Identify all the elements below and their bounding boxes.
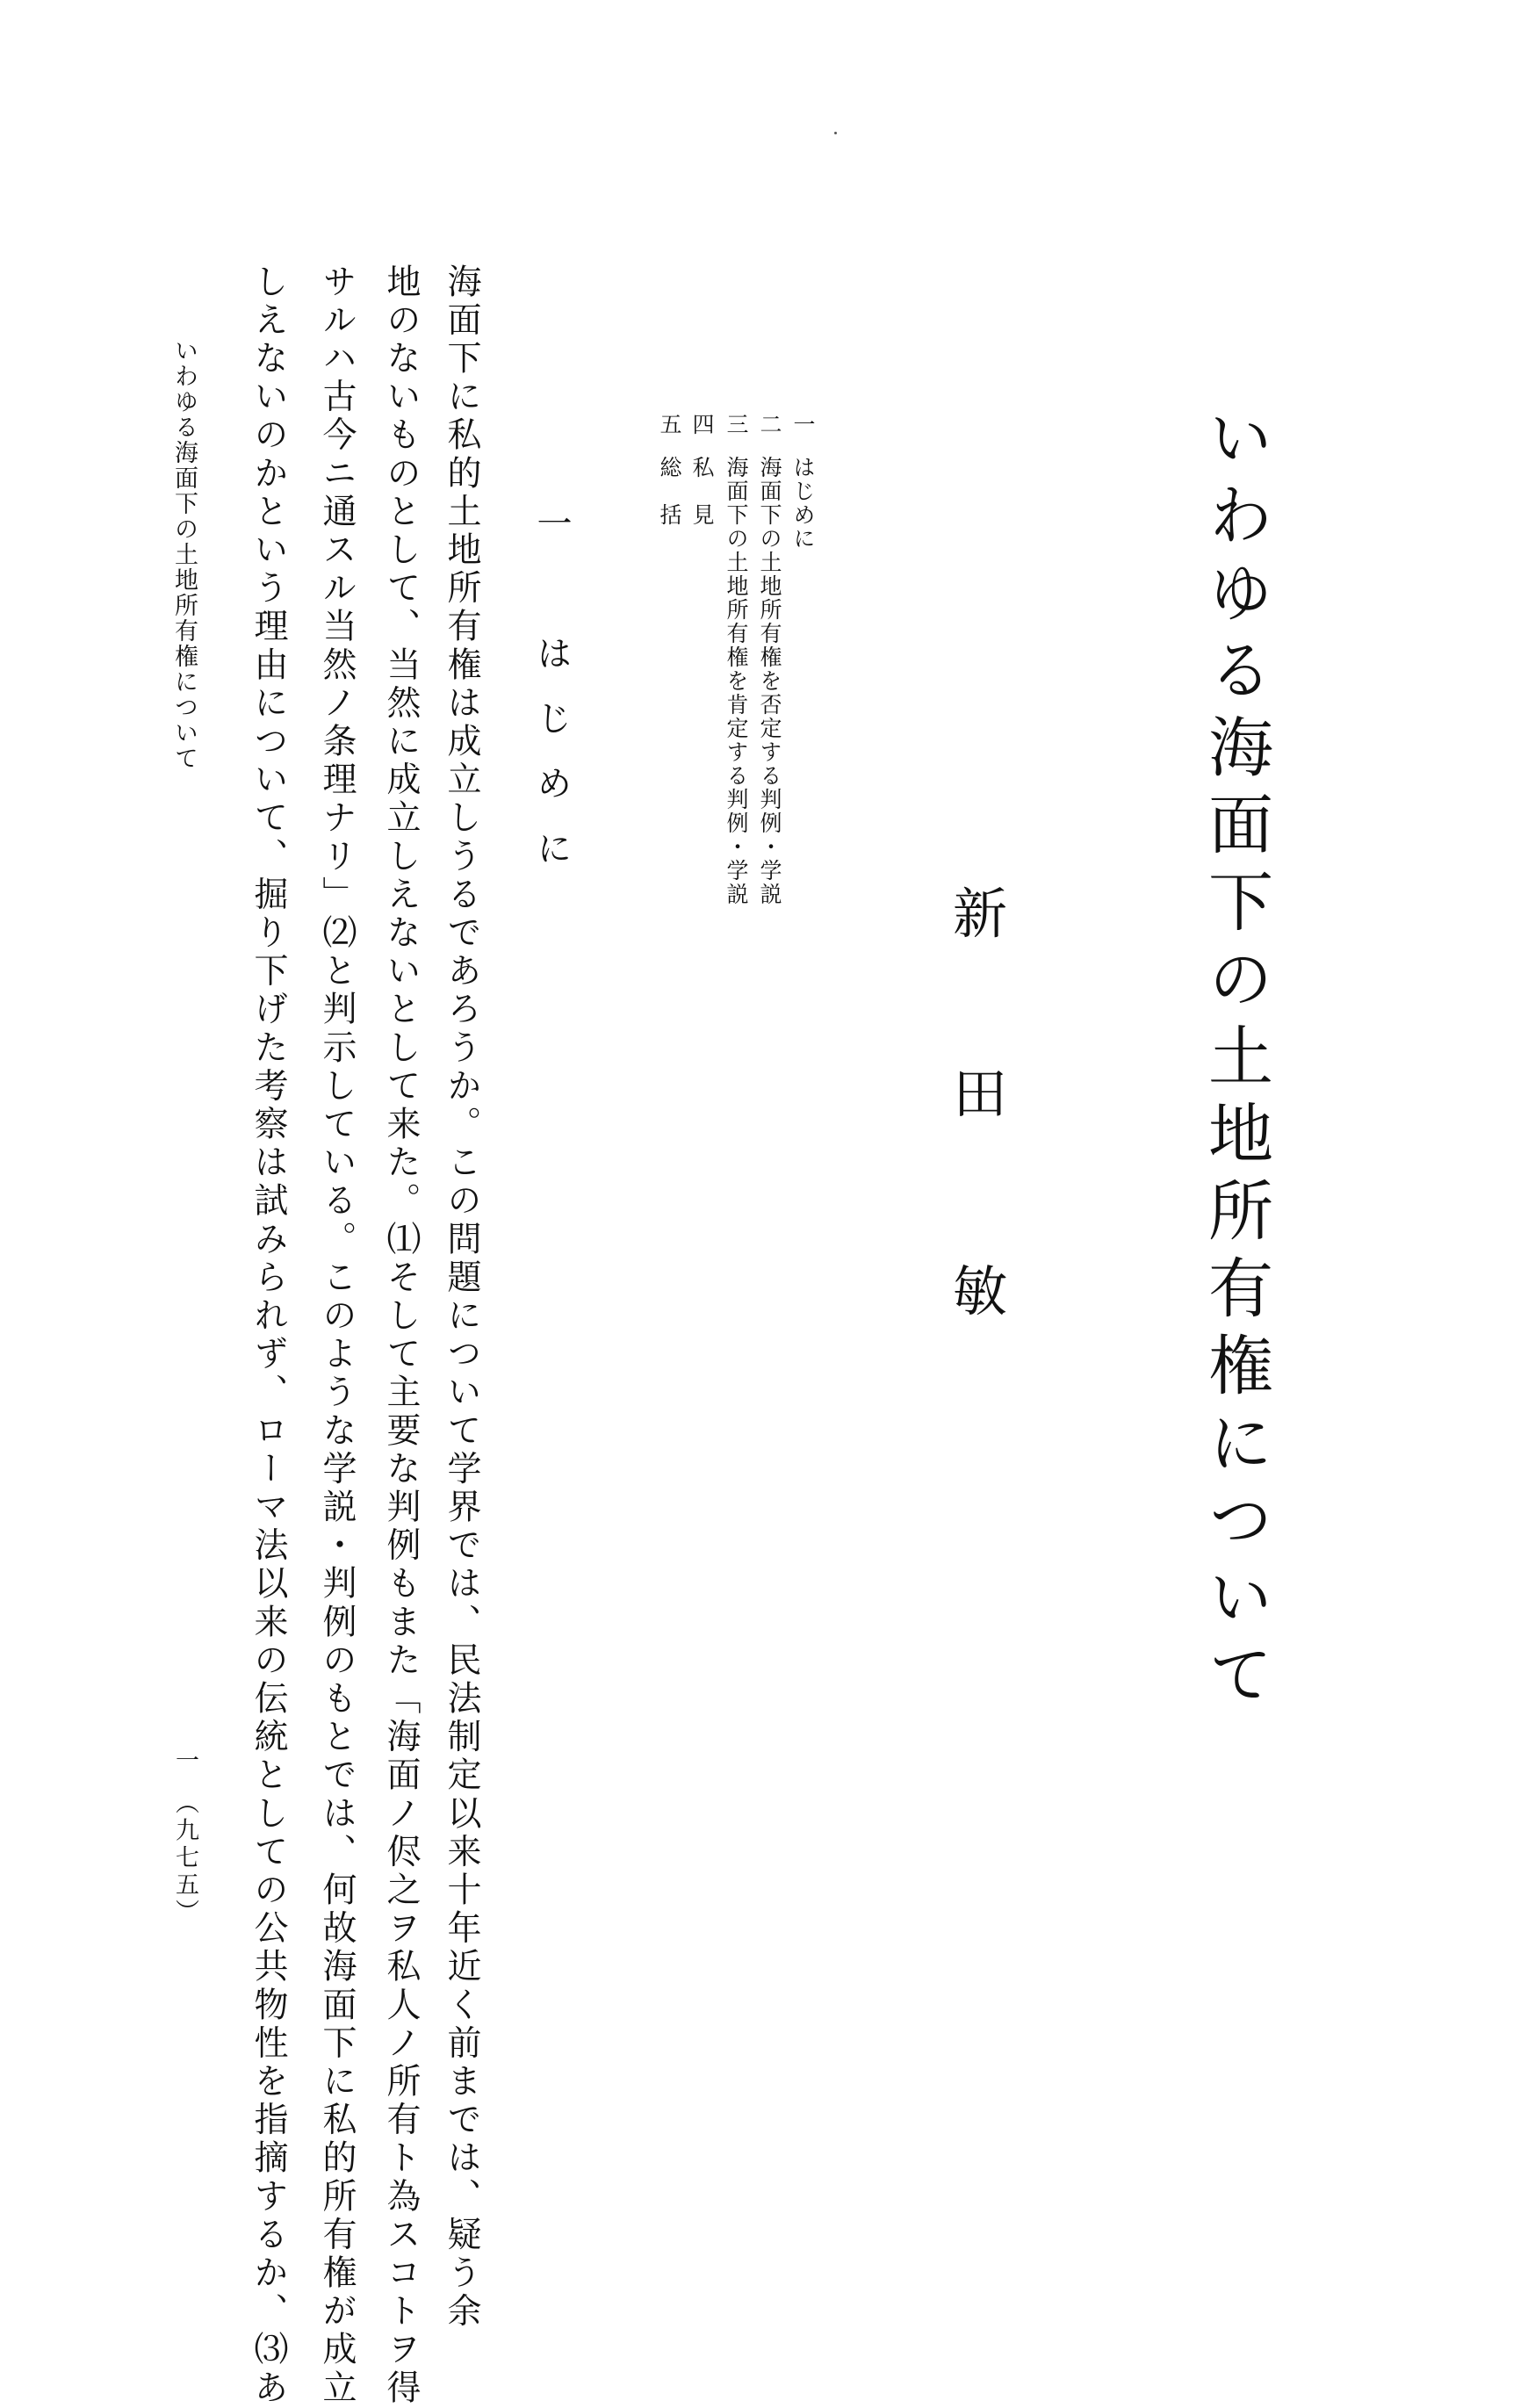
toc-item-number: 二	[757, 413, 782, 436]
author-char-1: 新	[953, 882, 1008, 946]
toc-item-number: 五	[657, 413, 682, 436]
toc-item-number: 三	[724, 413, 749, 436]
page-number: 一 （九七五）	[171, 1748, 198, 1927]
toc-item-3	[725, 413, 747, 906]
body-line-1: 海面下に私的土地所有権は成立しうるであろうか。この問題について学界では、民法制定以来十年近く前までは、疑う余	[442, 263, 481, 2332]
toc-item-4	[691, 413, 713, 527]
toc-item-label: 私 見	[689, 456, 715, 527]
body-line-3: サルハ古今ニ通スル当然ノ条理ナリ」⑵と判示している。このような学説・判例のもとでは、何故海面下に私的所有権が成立	[317, 263, 357, 2408]
body-line-4: しえないのかという理由について、掘り下げた考察は試みられず、ローマ法以来の伝統としての公共物性を指摘するか、⑶あ	[249, 263, 288, 2408]
toc-item-label: 海面下の土地所有権を否定する判例・学説	[757, 456, 782, 906]
section-heading: 一 はじめに	[531, 505, 572, 895]
article-title: いわゆる海面下の土地所有権について	[1198, 404, 1273, 1718]
toc-item-5	[659, 413, 681, 527]
toc-item-label: はじめに	[790, 456, 816, 551]
body-line-2: 地のないものとして、当然に成立しえないとして来た。⑴そして主要な判例もまた「海面ノ侭之ヲ私人ノ所有ト為スコトヲ得	[381, 263, 421, 2408]
author-char-2: 田	[953, 1062, 1008, 1126]
toc-item-number: 一	[790, 413, 816, 436]
toc-item-label: 海面下の土地所有権を肯定する判例・学説	[724, 456, 749, 906]
author-char-3: 敏	[953, 1259, 1008, 1323]
running-title: いわゆる海面下の土地所有権について	[170, 338, 198, 771]
scan-speck	[834, 132, 837, 134]
toc-item-2	[759, 413, 781, 906]
toc-item-1	[792, 413, 814, 551]
toc-item-number: 四	[689, 413, 715, 436]
toc-item-label: 総 括	[657, 456, 682, 527]
